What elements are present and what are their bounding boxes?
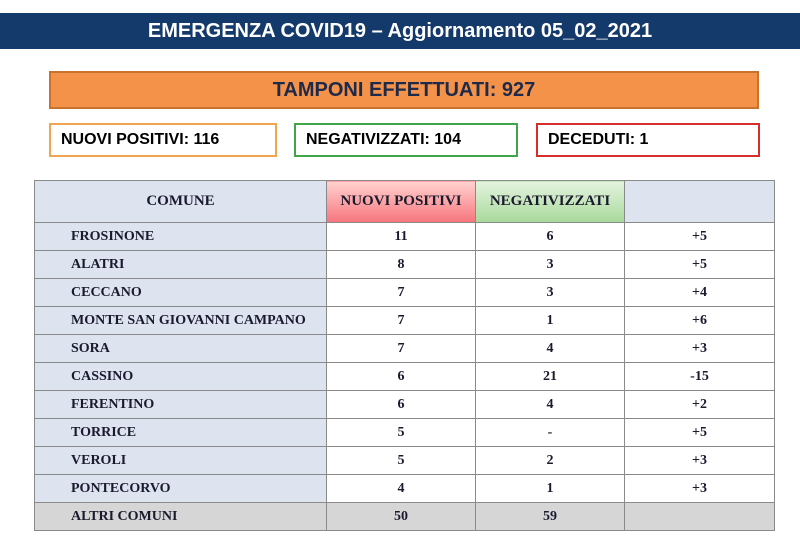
table-row [35,475,775,503]
cell-comune: VEROLI [35,447,327,475]
cell-comune: ALATRI [35,251,327,279]
cell-negativizzati: 1 [476,475,625,503]
cell-comune: CASSINO [35,363,327,391]
cell-negativizzati: 1 [476,307,625,335]
table-row [35,251,775,279]
cell-comune: FROSINONE [35,223,327,251]
deceduti-box [536,123,760,157]
cell-differenza: +6 [625,307,775,335]
cell-nuovi-positivi: 6 [327,363,476,391]
cell-nuovi-positivi: 7 [327,335,476,363]
table-header-row [35,181,775,223]
table-row [35,223,775,251]
tamponi-effettuati-label: TAMPONI EFFETTUATI: 927 [272,78,536,101]
cell-negativizzati: 4 [476,391,625,419]
table-row [35,503,775,531]
cell-negativizzati: - [476,419,625,447]
cell-comune: CECCANO [35,279,327,307]
cell-comune: TORRICE [35,419,327,447]
cell-nuovi-positivi: 6 [327,391,476,419]
page-title-banner [0,13,800,49]
cell-nuovi-positivi: 5 [327,419,476,447]
cell-negativizzati: 6 [476,223,625,251]
cell-comune: FERENTINO [35,391,327,419]
cell-differenza [625,503,775,531]
cell-nuovi-positivi: 7 [327,279,476,307]
cell-differenza: +3 [625,447,775,475]
cell-comune: MONTE SAN GIOVANNI CAMPANO [35,307,327,335]
cell-differenza: +4 [625,279,775,307]
cell-comune: PONTECORVO [35,475,327,503]
cell-nuovi-positivi: 11 [327,223,476,251]
cell-differenza: +5 [625,419,775,447]
cell-differenza: +5 [625,223,775,251]
negativizzati-box [294,123,518,157]
cell-negativizzati: 21 [476,363,625,391]
table-row [35,363,775,391]
cell-differenza: +5 [625,251,775,279]
cell-nuovi-positivi: 50 [327,503,476,531]
header-nuovi-positivi: NUOVI POSITIVI [327,181,476,223]
header-differenza [625,181,775,223]
table-row [35,279,775,307]
cell-nuovi-positivi: 4 [327,475,476,503]
header-comune: COMUNE [35,181,327,223]
cell-negativizzati: 3 [476,279,625,307]
table-row [35,419,775,447]
cell-nuovi-positivi: 8 [327,251,476,279]
table-row [35,335,775,363]
cell-differenza: +3 [625,475,775,503]
cell-negativizzati: 59 [476,503,625,531]
cell-nuovi-positivi: 7 [327,307,476,335]
cell-comune: ALTRI COMUNI [35,503,327,531]
cell-negativizzati: 4 [476,335,625,363]
nuovi-positivi-label: NUOVI POSITIVI: 116 [61,131,220,148]
table-row [35,307,775,335]
comuni-table [34,180,775,531]
cell-negativizzati: 3 [476,251,625,279]
deceduti-label: DECEDUTI: 1 [548,131,649,148]
cell-differenza: +3 [625,335,775,363]
tamponi-effettuati-box [49,71,759,109]
nuovi-positivi-box [49,123,277,157]
table-row [35,447,775,475]
cell-comune: SORA [35,335,327,363]
page-title: EMERGENZA COVID19 – Aggiornamento 05_02_2021 [147,19,653,42]
cell-differenza: -15 [625,363,775,391]
cell-negativizzati: 2 [476,447,625,475]
cell-differenza: +2 [625,391,775,419]
negativizzati-label: NEGATIVIZZATI: 104 [306,131,461,148]
table-row [35,391,775,419]
cell-nuovi-positivi: 5 [327,447,476,475]
header-negativizzati: NEGATIVIZZATI [476,181,625,223]
